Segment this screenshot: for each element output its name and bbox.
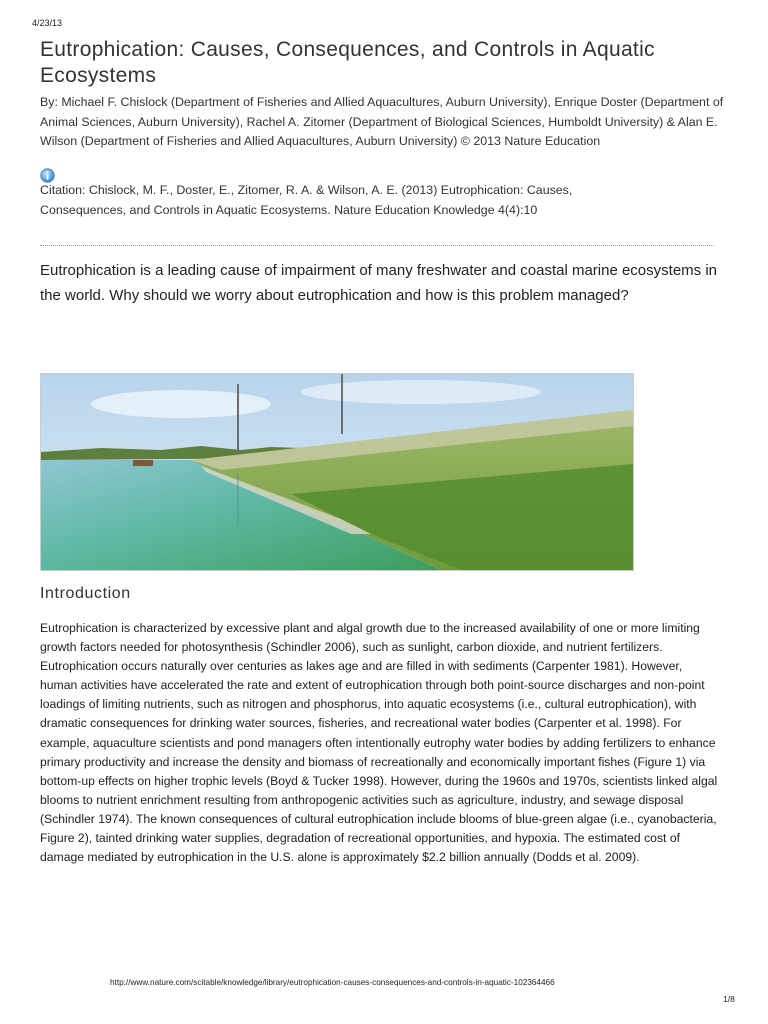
introduction-body: Eutrophication is characterized by excessive plant and algal growth due to the increased availability of one or more limiting growth factors needed for photosynthesis (Schindler 2006), such as sunlight, carbon dioxide, and nutrient fertilizers. Eutrophication occurs naturally over centuries as lakes age and are filled in with sediments (Carpenter 1981). However, human activities have accelerated the rate and extent of eutrophication through both point-source discharges and non-point loadings of limiting nutrients, such as nitrogen and phosphorus, into aquatic ecosystems (i.e., cultural eutrophication), with dramatic consequences for drinking water sources, fisheries, and recreational water bodies (Carpenter et al. 1998). For example, aquaculture scientists and pond managers often intentionally eutrophy water bodies by adding fertilizers to enhance primary productivity and increase the density and biomass of recreationally and economically important fishes (Figure 1) via bottom-up effects on higher trophic levels (Boyd & Tucker 1998). However, during the 1960s and 1970s, scientists linked algal blooms to nutrient enrichment resulting from anthropogenic activities such as agriculture, industry, and sewage disposal (Schindler 1974). The known consequences of cultural eutrophication include blooms of blue-green algae (i.e., cyanobacteria, Figure 2), tainted drinking water supplies, degradation of recreational opportunities, and hypoxia. The estimated cost of damage mediated by eutrophication in the U.S. alone is approximately $2.2 billion annually (Dodds et al. 2009). [40, 621, 718, 865]
print-date: 4/23/13 [32, 18, 63, 28]
divider [40, 245, 714, 246]
footer-url[interactable]: http://www.nature.com/scitable/knowledge/library/eutrophication-causes-consequences-and-controls-in-aquatic-102364466 [110, 978, 555, 987]
article-title: Eutrophication: Causes, Consequences, and Controls in Aquatic Ecosystems [40, 38, 655, 87]
page-number: 1/8 [723, 994, 735, 1004]
author-byline: By: Michael F. Chislock (Department of Fisheries and Allied Aquacultures, Auburn University), Enrique Doster (Department of Animal Sciences, Auburn University), Rachel A. Zitomer (Department of Biological Sciences, Humboldt University) & Alan E. Wilson (Department of Fisheries and Allied Aquacultures, Auburn University) © 2013 Nature Education [40, 95, 724, 149]
lead-paragraph: Eutrophication is a leading cause of impairment of many freshwater and coastal marine ecosystems in the world. Why should we worry about eutrophication and how is this problem managed? [40, 262, 717, 304]
introduction-heading: Introduction [40, 585, 131, 602]
lake-photo [40, 373, 634, 571]
citation-text: Citation: Chislock, M. F., Doster, E., Zitomer, R. A. & Wilson, A. E. (2013) Eutrophication: Causes, Consequences, and Controls in Aquatic Ecosystems. Nature Education Knowledge 4(4):10 [40, 183, 573, 217]
